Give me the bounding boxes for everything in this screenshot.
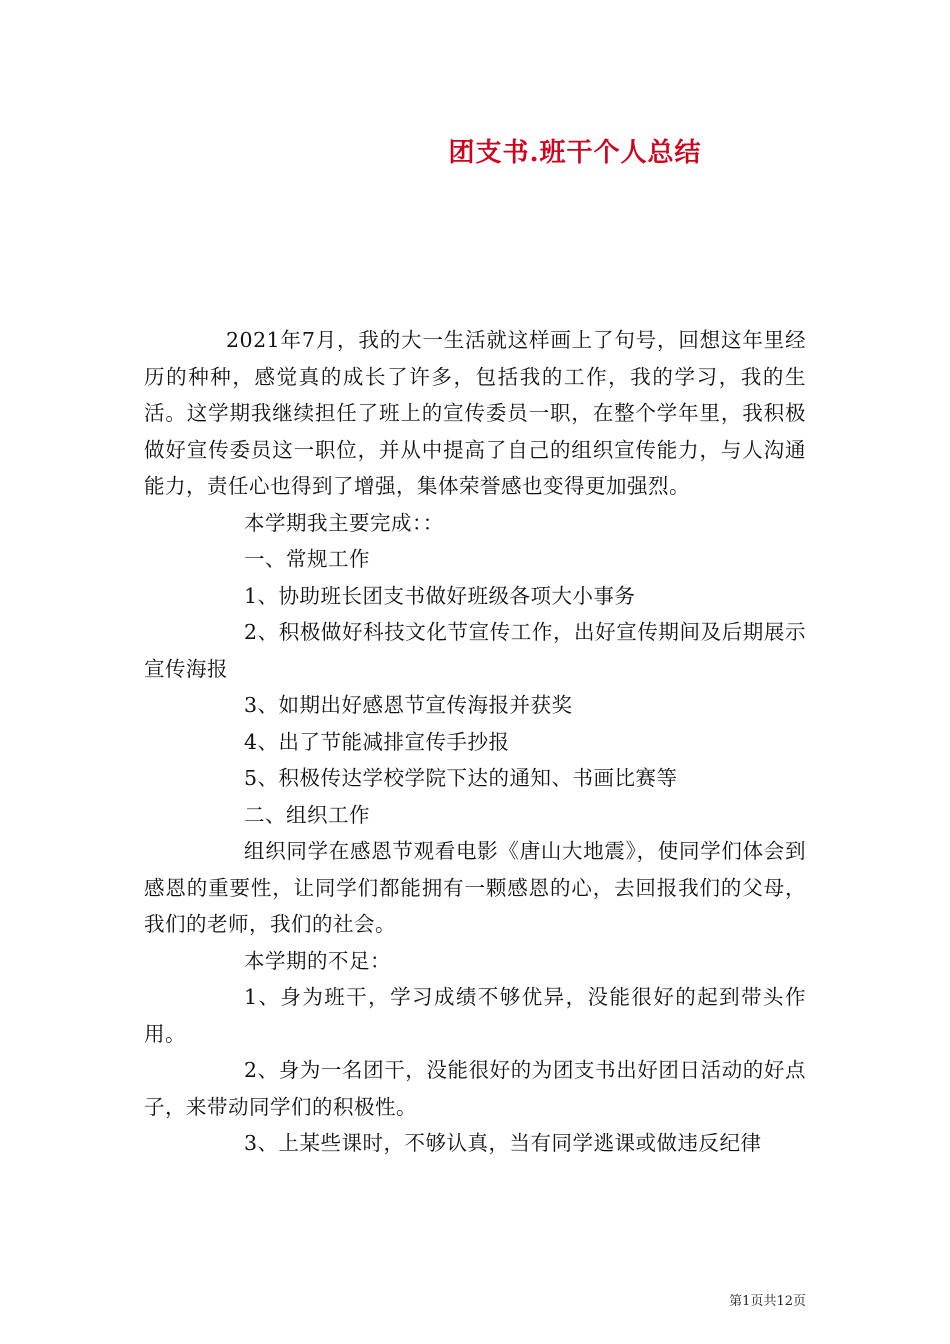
list-item: 1、身为班干，学习成绩不够优异，没能很好的起到带头作用。 (144, 985, 806, 1046)
list-item: 2、身为一名团干，没能很好的为团支书出好团日活动的好点子，来带动同学们的积极性。 (144, 1058, 806, 1119)
section-heading-shortcomings: 本学期的不足： (244, 948, 391, 973)
list-item: 2、积极做好科技文化节宣传工作，出好宣传期间及后期展示宣传海报 (144, 620, 806, 681)
section-heading-organization-work: 二、组织工作 (244, 802, 370, 827)
list-item: 5、积极传达学校学院下达的通知、书画比赛等 (244, 766, 678, 790)
section-heading-routine-work: 一、常规工作 (244, 547, 370, 571)
list-item: 4、出了节能减排宣传手抄报 (244, 729, 510, 754)
paragraph-summary-heading: 本学期我主要完成：： (244, 510, 444, 535)
list-item: 3、如期出好感恩节宣传海报并获奖 (244, 693, 573, 717)
list-item: 1、协助班长团支书做好班级各项大小事务 (244, 583, 636, 608)
document-title: 团支书.班干个人总结 (448, 138, 702, 168)
page-number-footer: 第1页共12页 (729, 1294, 806, 1309)
document-body (144, 322, 806, 1162)
paragraph-organization: 组织同学在感恩节观看电影《唐山大地震》，使同学们体会到感恩的重要性，让同学们都能拥有一颗感恩的心，去回报我们的父母，我们的老师，我们的社会。 (144, 839, 806, 936)
paragraph-intro: 2021年7月，我的大一生活就这样画上了句号，回想这年里经历的种种，感觉真的成长了许多，包括我的工作，我的学习，我的生活。这学期我继续担任了班上的宣传委员一职，在整个学年里，我积极做好宣传委员这一职位，并从中提高了自己的组织宣传能力，与人沟通能力，责任心也得到了增强，集体荣誉感也变得更加强烈。 (144, 328, 806, 498)
list-item: 3、上某些课时，不够认真，当有同学逃课或做违反纪律 (244, 1131, 762, 1155)
